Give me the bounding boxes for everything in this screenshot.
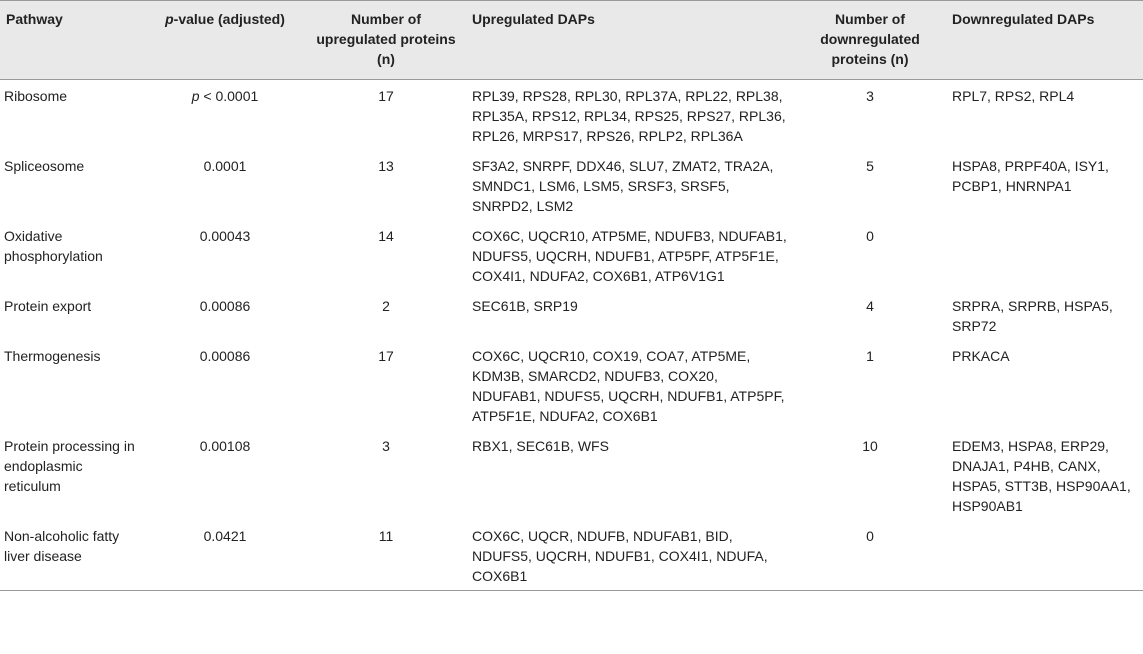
header-pvalue-label: -value (adjusted) (173, 11, 285, 27)
cell-num-down: 10 (862, 438, 878, 454)
cell-num-up: 2 (382, 298, 390, 314)
cell-down-daps: HSPA8, PRPF40A, ISY1, PCBP1, HNRNPA1 (952, 158, 1109, 194)
cell-num-up: 17 (378, 348, 394, 364)
cell-pvalue (144, 150, 306, 220)
cell-up-daps: SEC61B, SRP19 (472, 298, 578, 314)
table-row (0, 340, 1143, 430)
table-row (0, 220, 1143, 290)
cell-down-daps: SRPRA, SRPRB, HSPA5, SRP72 (952, 298, 1113, 334)
cell-pvalue (144, 430, 306, 520)
cell-down-daps (946, 520, 1143, 591)
cell-pathway: Spliceosome (4, 158, 85, 174)
cell-up-daps: COX6C, UQCR10, COX19, COA7, ATP5ME, KDM3B, SMARCD2, NDUFB3, COX20, NDUFAB1, NDUFS5, UQCRH, NDUFB1, ATP5PF, ATP5F1E, NDUFA2, COX6B1 (472, 348, 785, 424)
cell-down-daps: EDEM3, HSPA8, ERP29, DNAJA1, P4HB, CANX, HSPA5, STT3B, HSP90AA1, HSP90AB1 (952, 438, 1131, 514)
cell-num-up: 14 (378, 228, 394, 244)
cell-pathway: Ribosome (4, 88, 68, 104)
cell-num-down: 0 (866, 228, 874, 244)
header-row (0, 1, 1143, 80)
cell-num-up: 11 (306, 520, 466, 591)
cell-pathway: Thermogenesis (4, 348, 101, 364)
cell-down-daps: RPL7, RPS2, RPL4 (952, 88, 1075, 104)
header-downregulated-daps: Downregulated DAPs (946, 1, 1143, 80)
cell-pvalue-p: p (191, 88, 200, 104)
cell-pvalue-value: 0.0421 (203, 528, 247, 544)
cell-num-down: 1 (866, 348, 874, 364)
table-row (0, 430, 1143, 520)
cell-up-daps: RPL39, RPS28, RPL30, RPL37A, RPL22, RPL38, RPL35A, RPS12, RPL34, RPS25, RPS27, RPL36, RPL26, MRPS17, RPS26, RPLP2, RPL36A (472, 88, 786, 144)
header-upregulated-daps: Upregulated DAPs (466, 1, 794, 80)
cell-pvalue (144, 290, 306, 340)
header-pathway: Pathway (0, 1, 144, 80)
table-row (0, 290, 1143, 340)
cell-pvalue-value: 0.00086 (199, 348, 251, 364)
cell-up-daps: COX6C, UQCR, NDUFB, NDUFAB1, BID, NDUFS5, UQCRH, NDUFB1, COX4I1, NDUFA, COX6B1 (466, 520, 794, 591)
table-row (0, 520, 1143, 591)
cell-num-up: 3 (382, 438, 390, 454)
cell-num-down: 4 (866, 298, 874, 314)
header-num-downregulated: Number of downregulated proteins (n) (794, 1, 946, 80)
cell-pvalue (144, 340, 306, 430)
cell-down-daps (946, 220, 1143, 290)
table-body (0, 80, 1143, 591)
cell-pathway: Protein export (4, 298, 92, 314)
cell-pathway: Non-alcoholic fatty liver disease (0, 520, 144, 591)
cell-pathway: Protein processing in endoplasmic reticulum (4, 438, 135, 494)
cell-pvalue-value: 0.00108 (199, 438, 251, 454)
cell-pvalue-value: 0.00086 (199, 298, 251, 314)
cell-num-down: 3 (866, 88, 874, 104)
table-row (0, 150, 1143, 220)
cell-up-daps: COX6C, UQCR10, ATP5ME, NDUFB3, NDUFAB1, NDUFS5, UQCRH, NDUFB1, ATP5PF, ATP5F1E, COX4I1, NDUFA2, COX6B1, ATP6V1G1 (472, 228, 787, 284)
cell-num-down: 0 (794, 520, 946, 591)
cell-pvalue-value: 0.00043 (199, 228, 251, 244)
cell-num-up: 17 (378, 88, 394, 104)
table-row (0, 80, 1143, 151)
cell-num-up: 13 (378, 158, 394, 174)
cell-pvalue-value: < 0.0001 (199, 88, 259, 104)
cell-up-daps: RBX1, SEC61B, WFS (472, 438, 609, 454)
header-num-upregulated: Number of upregulated proteins (n) (306, 1, 466, 80)
cell-pvalue (144, 80, 306, 151)
header-pvalue (144, 1, 306, 80)
cell-pvalue-value: 0.0001 (203, 158, 247, 174)
cell-pvalue (144, 220, 306, 290)
cell-num-down: 5 (866, 158, 874, 174)
cell-pvalue (144, 520, 306, 591)
cell-up-daps: SF3A2, SNRPF, DDX46, SLU7, ZMAT2, TRA2A, SMNDC1, LSM6, LSM5, SRSF3, SRSF5, SNRPD2, LSM2 (472, 158, 774, 214)
cell-down-daps: PRKACA (952, 348, 1010, 364)
cell-pathway: Oxidative phosphorylation (4, 228, 103, 264)
header-pvalue-p: p (165, 11, 174, 27)
table-header (0, 1, 1143, 80)
